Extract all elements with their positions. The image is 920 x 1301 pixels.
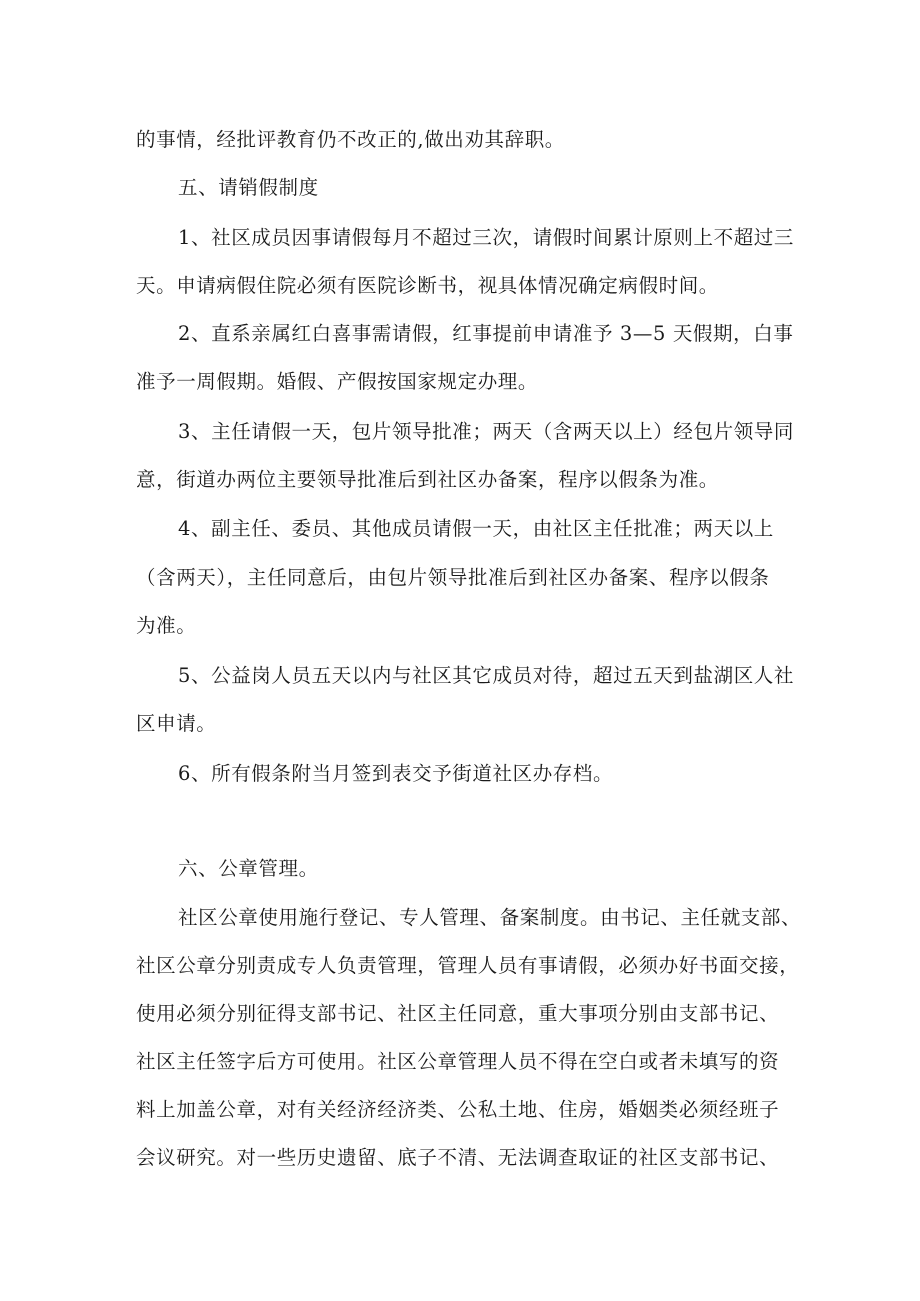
paragraph-line-12: 5、公益岗人员五天以内与社区其它成员对待，超过五天到盐湖区人社: [178, 664, 795, 687]
section-heading-leave: 五、请销假制度: [178, 176, 319, 199]
paragraph-line-4: 天。申请病假住院必须有医院诊断书，视具体情况确定病假时间。: [136, 274, 719, 297]
paragraph-line-6: 准予一周假期。婚假、产假按国家规定办理。: [136, 370, 539, 393]
section-heading-seal: 六、公章管理。: [178, 857, 319, 880]
paragraph-line-1: 的事情，经批评教育仍不改正的,做出劝其辞职。: [136, 128, 565, 151]
paragraph-line-18: 使用必须分别征得支部书记、社区主任同意，重大事项分别由支部书记、: [136, 1002, 780, 1025]
paragraph-line-10: （含两天），主任同意后，由包片领导批准后到社区办备案、程序以假条: [136, 566, 770, 589]
paragraph-line-7: 3、主任请假一天，包片领导批准；两天（含两天以上）经包片领导同: [178, 420, 795, 443]
paragraph-line-8: 意，街道办两位主要领导批准后到社区办备案，程序以假条为准。: [136, 468, 719, 491]
paragraph-line-21: 会议研究。对一些历史遗留、底子不清、无法调查取证的社区支部书记、: [136, 1146, 780, 1169]
paragraph-line-19: 社区主任签字后方可使用。社区公章管理人员不得在空白或者未填写的资: [136, 1050, 780, 1073]
paragraph-line-3: 1、社区成员因事请假每月不超过三次，请假时间累计原则上不超过三: [178, 226, 795, 249]
paragraph-line-14: 6、所有假条附当月签到表交予街道社区办存档。: [178, 762, 614, 785]
paragraph-line-16: 社区公章使用施行登记、专人管理、备案制度。由书记、主任就支部、: [178, 906, 802, 929]
paragraph-line-11: 为准。: [136, 614, 197, 637]
paragraph-line-13: 区申请。: [136, 712, 217, 735]
paragraph-line-5: 2、直系亲属红白喜事需请假，红事提前申请准予 3—5 天假期，白事: [178, 322, 794, 345]
paragraph-line-20: 料上加盖公章，对有关经济经济类、公私土地、住房，婚姻类必须经班子: [136, 1098, 780, 1121]
paragraph-line-17: 社区公章分别责成专人负责管理，管理人员有事请假，必须办好书面交接，: [136, 954, 800, 977]
paragraph-line-9: 4、副主任、委员、其他成员请假一天，由社区主任批准；两天以上: [178, 517, 774, 540]
